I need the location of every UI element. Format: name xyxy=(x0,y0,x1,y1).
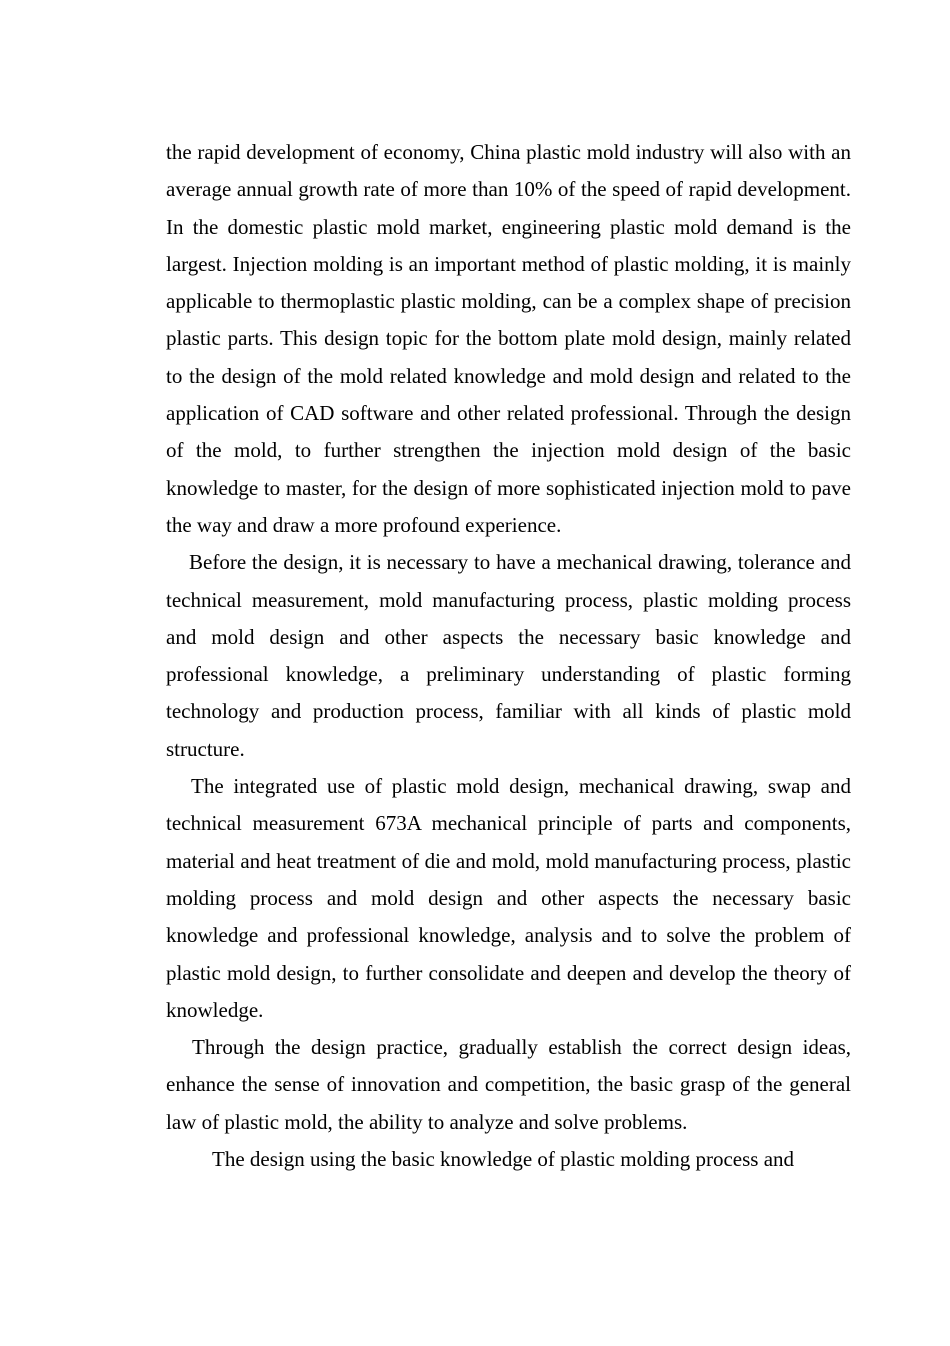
paragraph-3: The integrated use of plastic mold design, mechanical drawing, swap and technical measurement 673A mechanical principle of parts and components, material and heat treatment of die and mold, mold manufacturing process, plastic molding process and mold design and other aspects the necessary basic knowledge and professional knowledge, analysis and to solve the problem of plastic mold design, to further consolidate and deepen and develop the theory of knowledge. xyxy=(166,774,851,1022)
paragraph-5: The design using the basic knowledge of plastic molding process and xyxy=(212,1147,795,1172)
paragraph-2: Before the design, it is necessary to have a mechanical drawing, tolerance and technical measurement, mold manufacturing process, plastic molding process and mold design and other aspects the necessary basic knowledge and professional knowledge, a preliminary understanding of plastic forming technology and production process, familiar with all kinds of plastic mold structure. xyxy=(166,550,851,761)
document-page xyxy=(166,134,851,1178)
paragraph-4: Through the design practice, gradually establish the correct design ideas, enhance the sense of innovation and competition, the basic grasp of the general law of plastic mold, the ability to analyze and solve problems. xyxy=(166,1035,851,1134)
paragraph-1: the rapid development of economy, China plastic mold industry will also with an average annual growth rate of more than 10% of the speed of rapid development. In the domestic plastic mold market, engineering plastic mold demand is the largest. Injection molding is an important method of plastic molding, it is mainly applicable to thermoplastic plastic molding, can be a complex shape of precision plastic parts. This design topic for the bottom plate mold design, mainly related to the design of the mold related knowledge and mold design and related to the application of CAD software and other related professional. Through the design of the mold, to further strengthen the injection mold design of the basic knowledge to master, for the design of more sophisticated injection mold to pave the way and draw a more profound experience. xyxy=(166,140,851,537)
